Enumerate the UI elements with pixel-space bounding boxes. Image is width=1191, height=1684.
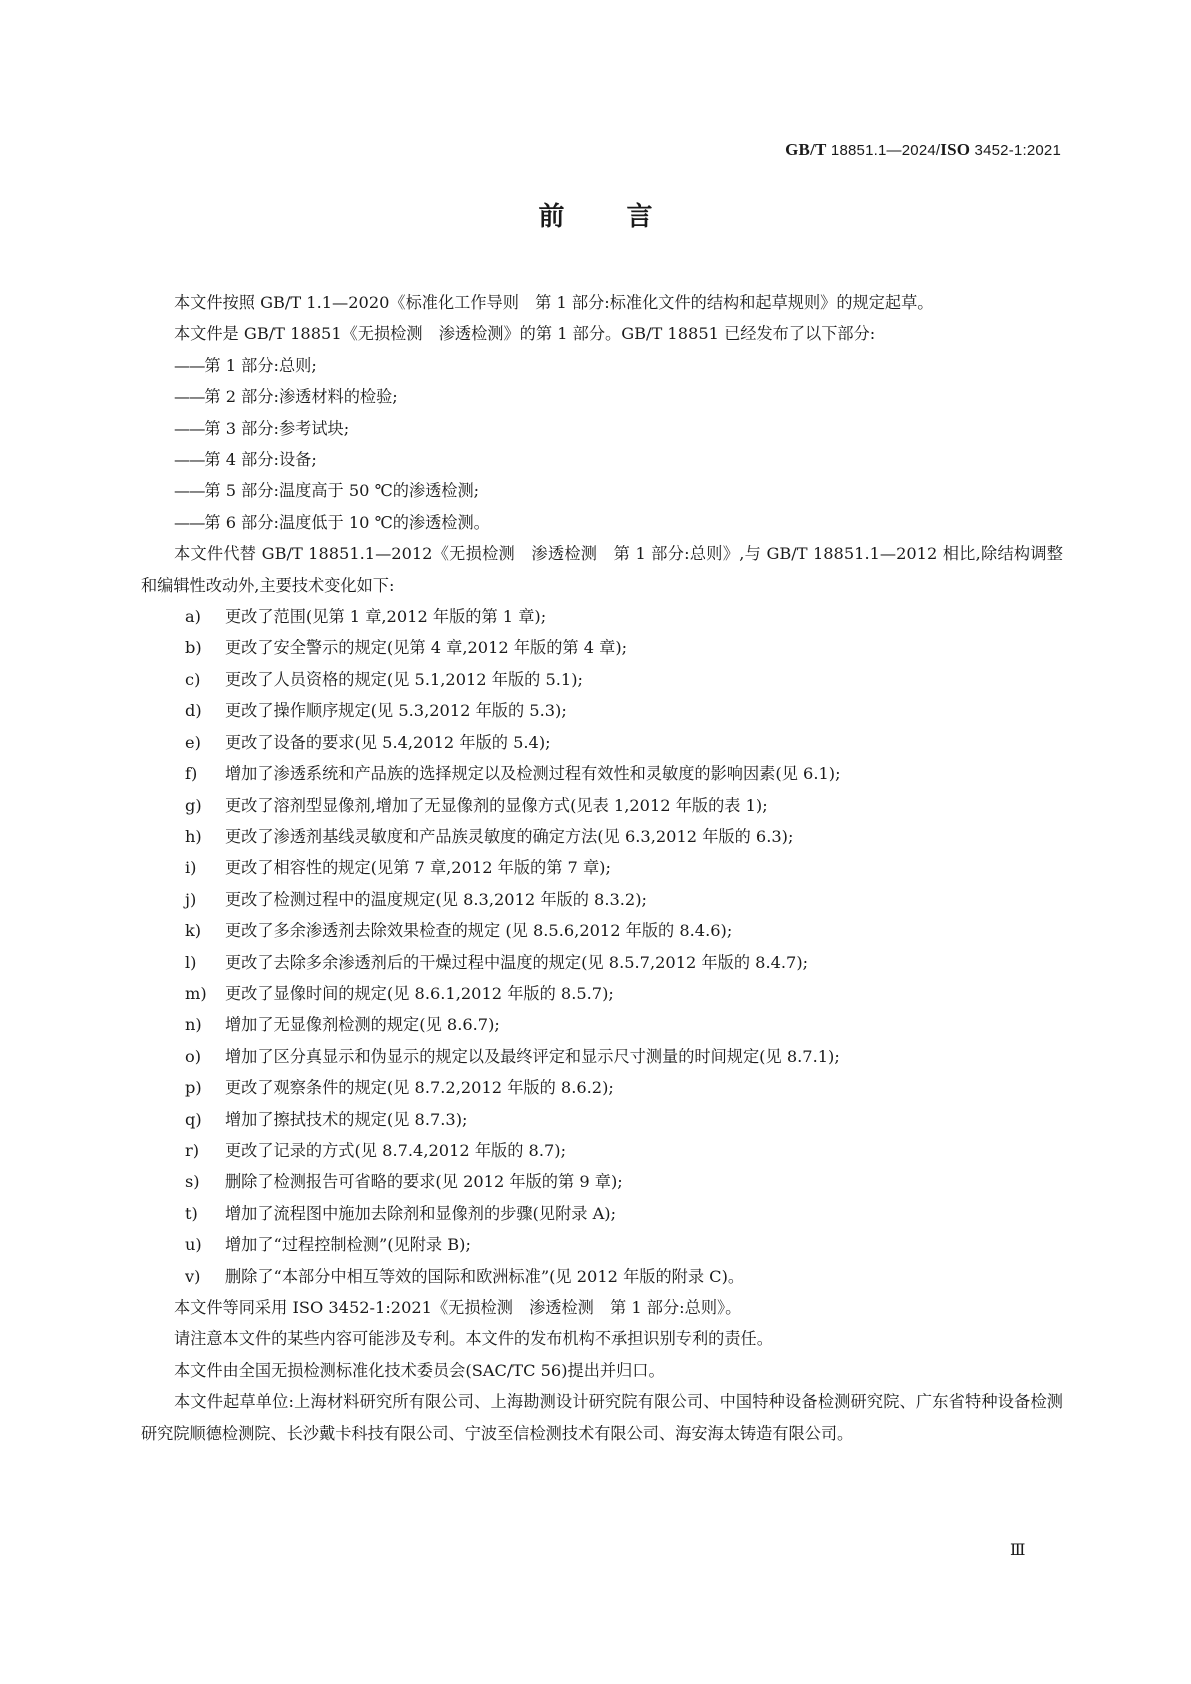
list-item: o) 增加了区分真显示和伪显示的规定以及最终评定和显示尺寸测量的时间规定(见 8.7.1); — [185, 1046, 840, 1066]
list-item: n) 增加了无显像剂检测的规定(见 8.6.7); — [185, 1015, 500, 1035]
list-item: d) 更改了操作顺序规定(见 5.3,2012 年版的 5.3); — [185, 701, 567, 721]
list-item: j) 更改了检测过程中的温度规定(见 8.3,2012 年版的 8.3.2); — [185, 889, 647, 909]
list-item: ——第 4 部分:设备; — [174, 450, 317, 470]
list-item: s) 删除了检测报告可省略的要求(见 2012 年版的第 9 章); — [185, 1172, 623, 1192]
list-item: g) 更改了溶剂型显像剂,增加了无显像剂的显像方式(见表 1,2012 年版的表 1); — [185, 795, 768, 815]
paragraph-drafting-units: 本文件起草单位:上海材料研究所有限公司、上海勘测设计研究院有限公司、中国特种设备检测研究院、广东省特种设备检测研究院顺德检测院、长沙戴卡科技有限公司、宁波至信检测技术有限公司、海安海太铸造有限公司。 — [141, 1392, 1063, 1443]
standard-code-number: 18851.1—2024/ — [826, 142, 941, 159]
standard-code — [785, 140, 1061, 160]
list-item: c) 更改了人员资格的规定(见 5.1,2012 年版的 5.1); — [185, 669, 583, 689]
paragraph-proposer: 本文件由全国无损检测标准化技术委员会(SAC/TC 56)提出并归口。 — [174, 1360, 665, 1380]
list-item: b) 更改了安全警示的规定(见第 4 章,2012 年版的第 4 章); — [185, 638, 628, 658]
page-number: Ⅲ — [1010, 1540, 1026, 1559]
list-item: ——第 6 部分:温度低于 10 ℃的渗透检测。 — [174, 512, 490, 532]
list-item: m) 更改了显像时间的规定(见 8.6.1,2012 年版的 8.5.7); — [185, 983, 614, 1003]
list-item: f) 增加了渗透系统和产品族的选择规定以及检测过程有效性和灵敏度的影响因素(见 6.1); — [185, 764, 841, 784]
list-item: ——第 2 部分:渗透材料的检验; — [174, 387, 398, 407]
dash-marker: —— — [174, 355, 205, 375]
list-item: v) 删除了“本部分中相互等效的国际和欧洲标准”(见 2012 年版的附录 C)。 — [185, 1266, 745, 1286]
list-item: i) 更改了相容性的规定(见第 7 章,2012 年版的第 7 章); — [185, 858, 611, 878]
list-item: q) 增加了擦拭技术的规定(见 8.7.3); — [185, 1109, 468, 1129]
list-item: h) 更改了渗透剂基线灵敏度和产品族灵敏度的确定方法(见 6.3,2012 年版的 6.3); — [185, 826, 794, 846]
list-item: ——第 3 部分:参考试块; — [174, 418, 350, 438]
dash-marker: —— — [174, 418, 205, 438]
paragraph-series-parts: 本文件是 GB/T 18851《无损检测 渗透检测》的第 1 部分。GB/T 18851 已经发布了以下部分: — [174, 324, 876, 344]
list-item: ——第 5 部分:温度高于 50 ℃的渗透检测; — [174, 481, 480, 501]
paragraph-iso-adoption: 本文件等同采用 ISO 3452-1:2021《无损检测 渗透检测 第 1 部分:总则》。 — [174, 1298, 742, 1317]
list-item: p) 更改了观察条件的规定(见 8.7.2,2012 年版的 8.6.2); — [185, 1078, 614, 1098]
paragraph-replaces: 本文件代替 GB/T 18851.1—2012《无损检测 渗透检测 第 1 部分:总则》,与 GB/T 18851.1—2012 相比,除结构调整和编辑性改动外,主要技术变化如下: — [141, 544, 1063, 595]
standard-code-iso-number: 3452-1:2021 — [970, 142, 1061, 159]
changes-list — [141, 601, 1063, 1292]
dash-marker: —— — [174, 512, 205, 532]
list-item: e) 更改了设备的要求(见 5.4,2012 年版的 5.4); — [185, 732, 551, 752]
foreword-body — [141, 287, 1063, 1449]
paragraph-drafting-rules: 本文件按照 GB/T 1.1—2020《标准化工作导则 第 1 部分:标准化文件的结构和起草规则》的规定起草。 — [174, 293, 934, 312]
page-title: 前言 — [538, 202, 715, 232]
dash-marker: —— — [174, 387, 205, 407]
dash-marker: —— — [174, 450, 205, 470]
list-item: ——第 1 部分:总则; — [174, 355, 317, 375]
standard-code-iso: ISO — [940, 140, 971, 159]
dash-marker: —— — [174, 481, 205, 501]
list-item: k) 更改了多余渗透剂去除效果检查的规定 (见 8.5.6,2012 年版的 8.4.6); — [185, 921, 733, 941]
paragraph-patent-notice: 请注意本文件的某些内容可能涉及专利。本文件的发布机构不承担识别专利的责任。 — [174, 1329, 773, 1349]
standard-code-prefix: GB/T — [785, 140, 827, 159]
list-item: u) 增加了“过程控制检测”(见附录 B); — [185, 1235, 471, 1255]
list-item: t) 增加了流程图中施加去除剂和显像剂的步骤(见附录 A); — [185, 1203, 617, 1223]
list-item: l) 更改了去除多余渗透剂后的干燥过程中温度的规定(见 8.5.7,2012 年版的 8.4.7); — [185, 952, 809, 972]
parts-list — [141, 350, 1063, 538]
list-item: a) 更改了范围(见第 1 章,2012 年版的第 1 章); — [185, 607, 547, 627]
list-item: r) 更改了记录的方式(见 8.7.4,2012 年版的 8.7); — [185, 1140, 567, 1160]
